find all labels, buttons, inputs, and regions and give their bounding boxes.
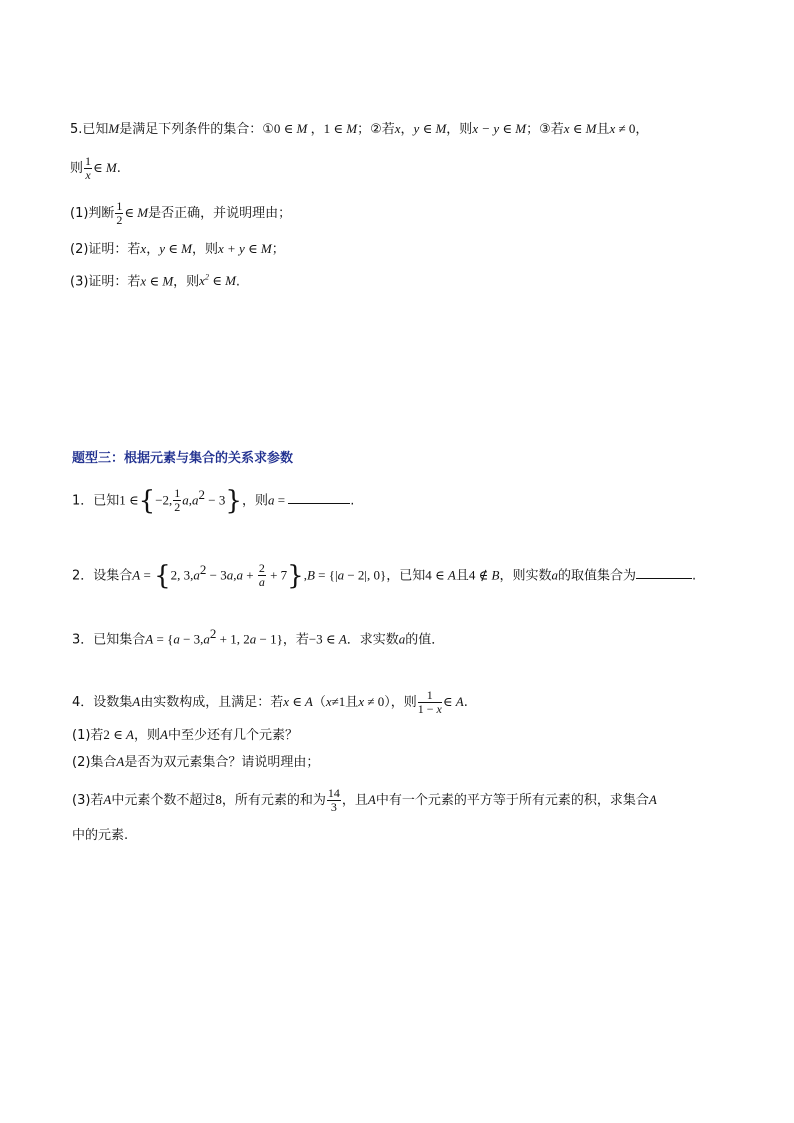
problem-4-sub1: (1)若2 ∈ A，则A中至少还有几个元素？ (72, 727, 298, 743)
answer-blank-2[interactable] (636, 564, 692, 579)
q5-sub3: (3)证明：若x ∈ M，则$x^2$ ∈ M. (70, 273, 241, 290)
problem-1: 1．已知1 ∈{−2, $\frac{1}{2}$ $a,a^2 - 3$}，则a = . (72, 485, 355, 516)
q5-line2: 则 $\frac{1}{x}$ ∈ M. (70, 154, 121, 182)
q5-line1: 5.已知M是满足下列条件的集合：①0 ∈ M ，1 ∈ M；②若x，y ∈ M，则x − y ∈ M；③若x ∈ M且x ≠ 0， (70, 121, 649, 137)
problem-4-sub3: (3)若A中元素个数不超过8，所有元素的和为 $\frac{14}{3}$ ，且A中有一个元素的平方等于所有元素的积，求集合A (72, 786, 657, 814)
section-heading: 题型三：根据元素与集合的关系求参数 (72, 451, 294, 466)
q5-sub2: (2)证明：若x，y ∈ M，则x + y ∈ M； (70, 241, 285, 257)
q5-sub1: (1)判断 $\frac{1}{2}$ ∈ M是否正确，并说明理由； (70, 199, 292, 227)
answer-blank-1[interactable] (288, 489, 350, 504)
problem-2: 2．设集合A = {2, $3,a^2 - 3a,a$ + $\frac{2}{a}$ + 7},B = {|a − 2|, 0}，已知4 ∈ A且4 ∉ B，则实数a的取值集合为 . (72, 560, 697, 591)
problem-3: 3．已知集合$A = \{a - 3,a^2 + 1$, 2a − 1}，若−3 ∈ A．求实数a的值． (72, 626, 445, 648)
problem-4-sub3-cont: 中的元素. (72, 828, 129, 843)
problem-4-line1: 4．设数集A由实数构成，且满足：若x ∈ A（x≠1且x ≠ 0），则 $\frac{1}{1 - x}$ ∈ A. (72, 688, 468, 716)
problem-4-sub2: (2)集合A是否为双元素集合？请说明理由； (72, 754, 320, 770)
